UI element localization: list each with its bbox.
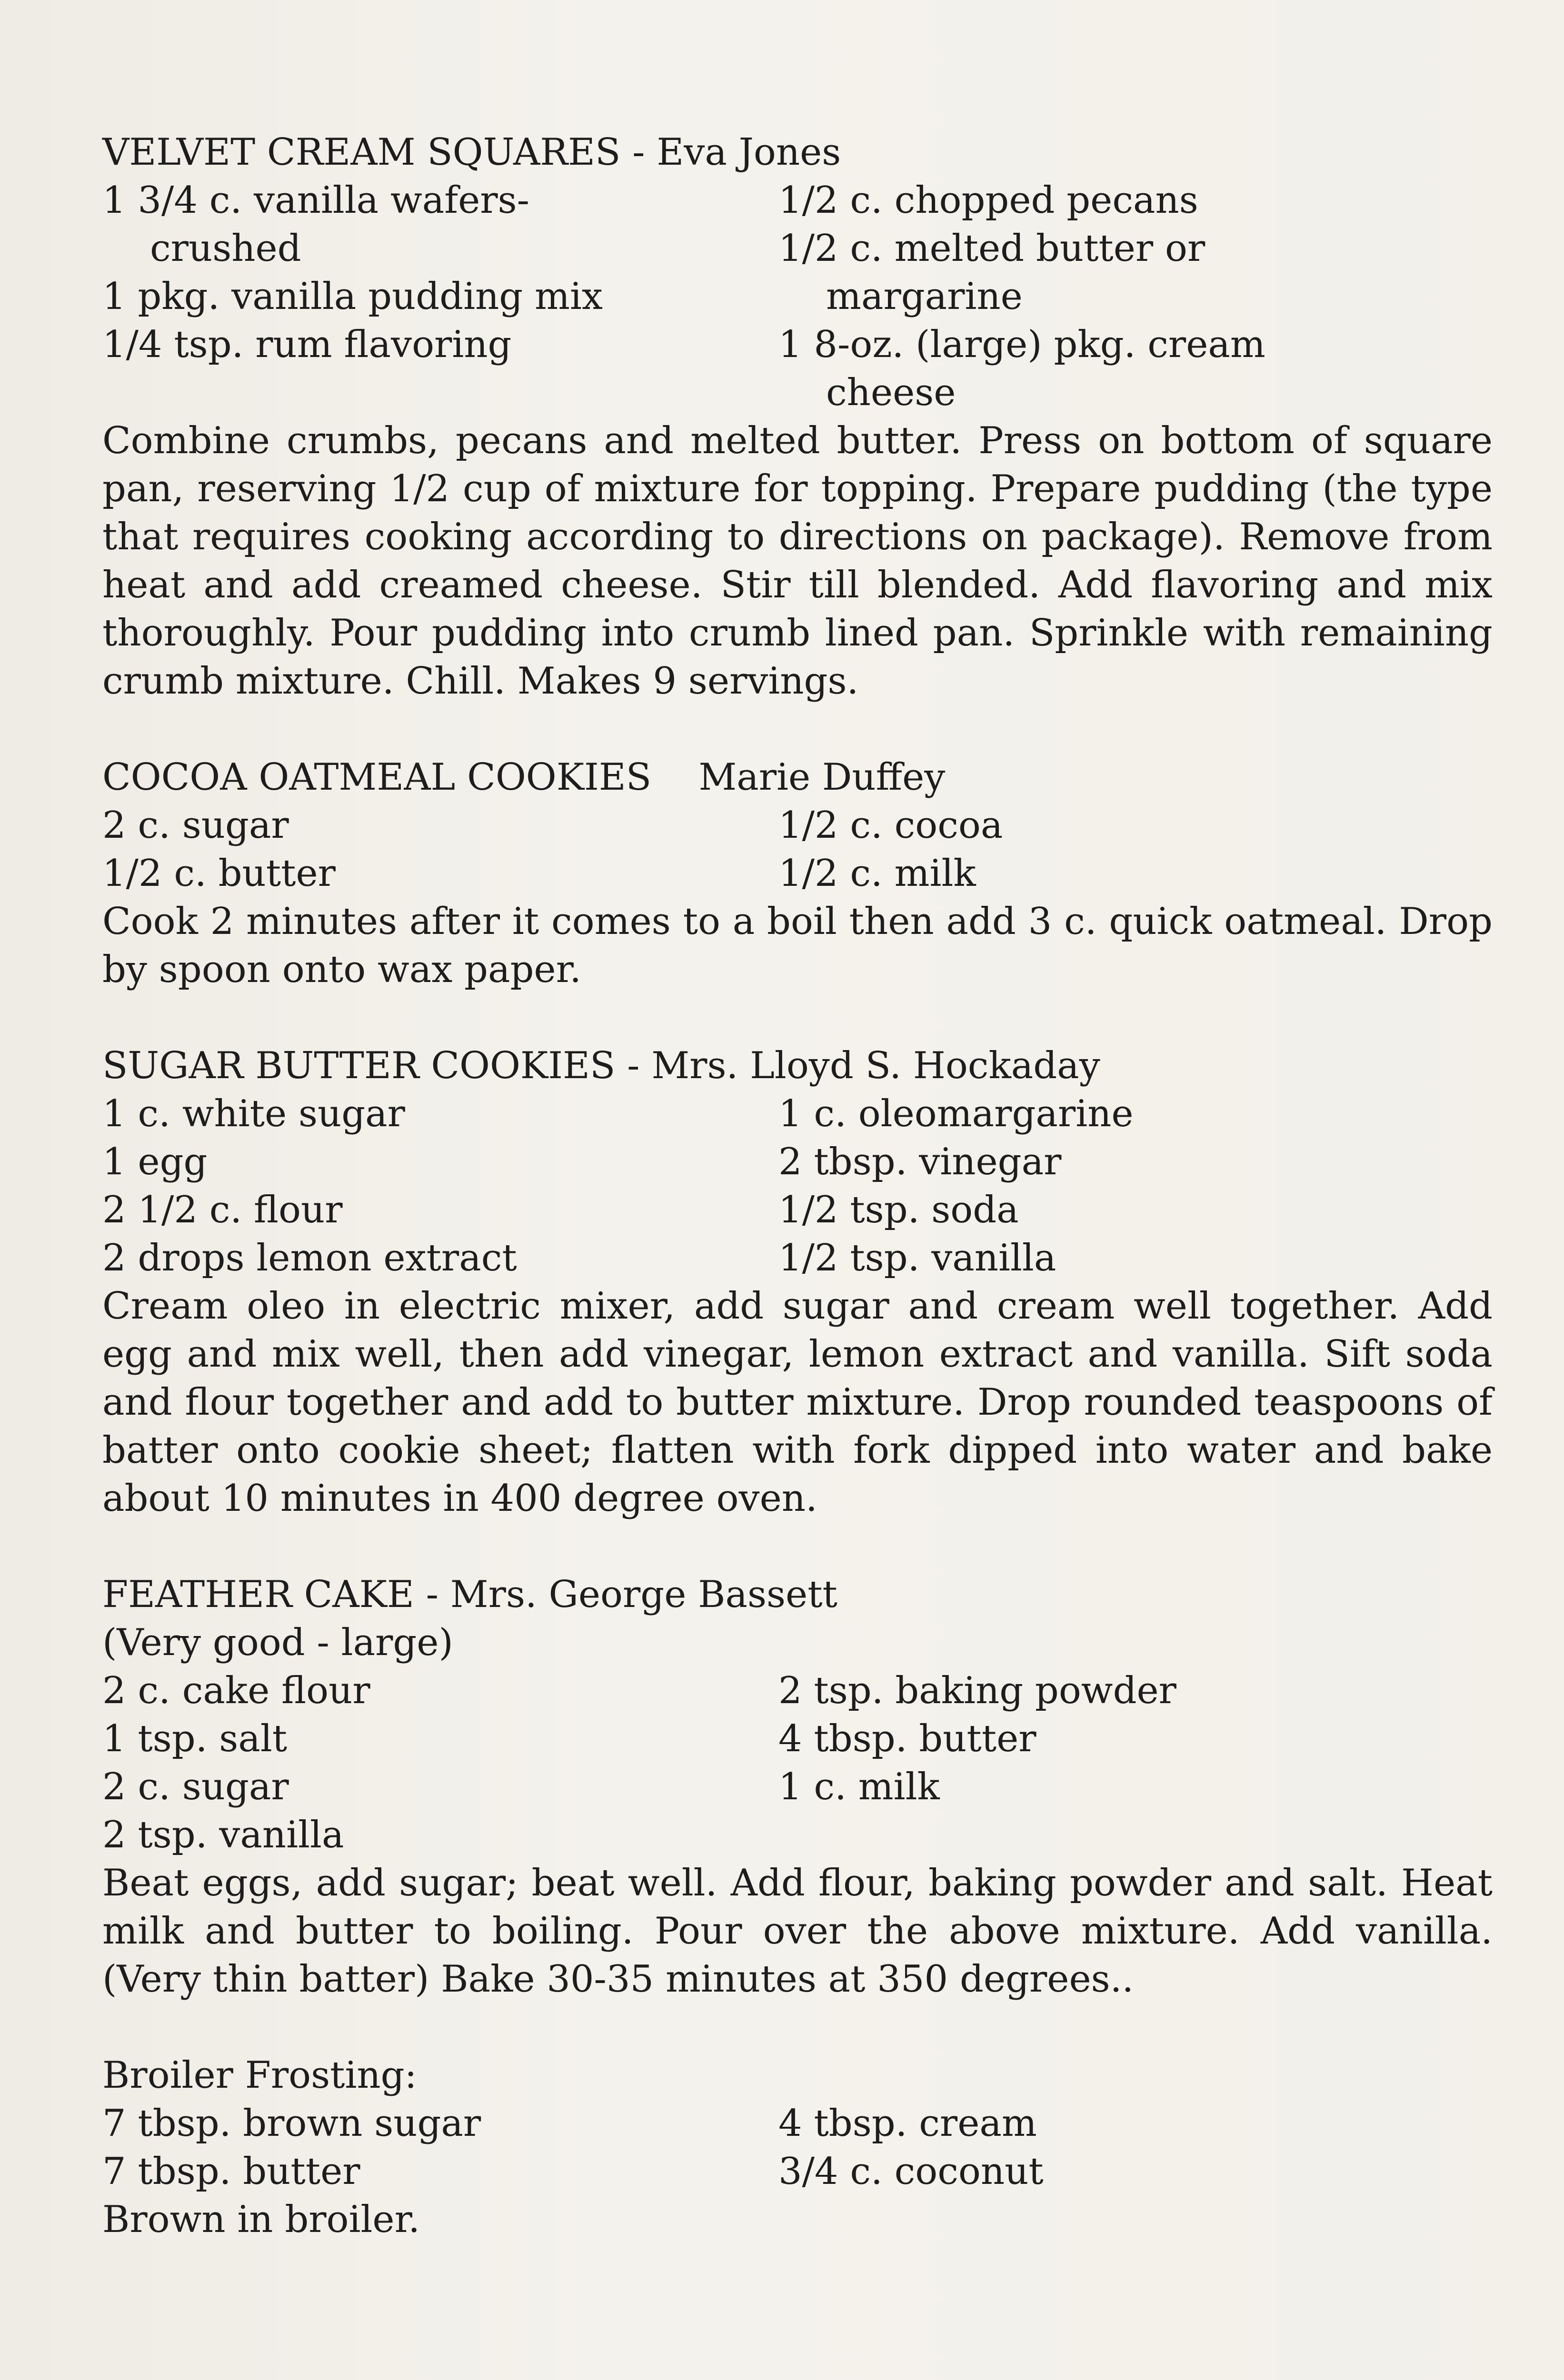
ingredient-right: 1/2 c. cocoa xyxy=(778,804,1003,847)
ingredient-row xyxy=(102,225,1493,273)
ingredient-right: 1/2 tsp. soda xyxy=(778,1189,1019,1231)
ingredient-row xyxy=(102,273,1493,321)
ingredient-right: 1/2 c. melted butter or xyxy=(778,227,1205,270)
ingredient-left xyxy=(102,369,778,417)
ingredient-right xyxy=(778,1811,1493,1859)
recipe-instructions: Combine crumbs, pecans and melted butter. Press on bottom of square pan, reserving 1/2 cup of mixture for topping. Prepare pudding (the type that requires cooking according to directions on package). Remove from heat and add creamed cheese. Stir till blended. Add flavoring and mix thoroughly. Pour pudding into crumb lined pan. Sprinkle with remaining crumb mixture. Chill. Makes 9 servings. xyxy=(102,419,1493,703)
ingredient-left: 2 c. cake flour xyxy=(102,1669,370,1712)
ingredient-row xyxy=(102,177,1493,225)
ingredient-row xyxy=(102,1090,1493,1138)
ingredient-right: 1 c. oleomargarine xyxy=(778,1092,1134,1135)
ingredient-row xyxy=(102,2100,1493,2148)
recipe-title: COCOA OATMEAL COOKIES Marie Duffey xyxy=(102,756,946,799)
recipe-instructions: Cream oleo in electric mixer, add sugar and cream well together. Add egg and mix well, then add vinegar, lemon extract and vanilla. Sift soda and flour together and add to butter mixture. Drop rounded teaspoons of batter onto cookie sheet; flatten with fork dipped into water and bake about 10 minutes in 400 degree oven. xyxy=(102,1285,1493,1520)
ingredient-row xyxy=(102,1811,1493,1859)
ingredient-row xyxy=(102,321,1493,369)
ingredient-left: 1 pkg. vanilla pudding mix xyxy=(102,275,603,318)
ingredient-left: crushed xyxy=(150,227,301,270)
recipe-subtitle: (Very good - large) xyxy=(102,1621,453,1664)
frosting-title: Broiler Frosting: xyxy=(102,2054,417,2097)
ingredient-left: 1 egg xyxy=(102,1140,208,1183)
ingredient-row xyxy=(102,850,1493,898)
ingredient-left: 1/2 c. butter xyxy=(102,852,336,895)
ingredient-left: 2 c. sugar xyxy=(102,1765,289,1808)
recipe-title: VELVET CREAM SQUARES - Eva Jones xyxy=(102,131,841,174)
ingredient-row xyxy=(102,1138,1493,1186)
ingredient-right: 4 tbsp. butter xyxy=(778,1717,1036,1760)
ingredient-row xyxy=(102,1186,1493,1234)
ingredient-left: 2 drops lemon extract xyxy=(102,1237,517,1279)
ingredient-row xyxy=(102,1715,1493,1763)
recipe-instructions: Cook 2 minutes after it comes to a boil then add 3 c. quick oatmeal. Drop by spoon onto wax paper. xyxy=(102,900,1493,991)
ingredient-right: 1/2 tsp. vanilla xyxy=(778,1237,1056,1279)
ingredient-row xyxy=(102,369,1493,417)
ingredient-right: 2 tsp. baking powder xyxy=(778,1669,1176,1712)
ingredient-right: 4 tbsp. cream xyxy=(778,2102,1037,2145)
ingredient-left: 2 tsp. vanilla xyxy=(102,1814,344,1856)
ingredient-left: 2 1/2 c. flour xyxy=(102,1189,343,1231)
ingredient-row xyxy=(102,2148,1493,2196)
ingredient-left: 1 3/4 c. vanilla wafers- xyxy=(102,179,529,222)
recipe-instructions: Beat eggs, add sugar; beat well. Add flour, baking powder and salt. Heat milk and butter to boiling. Pour over the above mixture. Add vanilla. (Very thin batter) Bake 30-35 minutes at 350 degrees.. xyxy=(102,1862,1493,2001)
ingredient-right: 1/2 c. chopped pecans xyxy=(778,179,1198,222)
recipe-velvet-cream-squares xyxy=(102,129,1493,705)
ingredient-right: 3/4 c. coconut xyxy=(778,2150,1044,2193)
ingredient-left: 7 tbsp. brown sugar xyxy=(102,2102,481,2145)
ingredient-row xyxy=(102,1763,1493,1811)
recipe-feather-cake xyxy=(102,1571,1493,2003)
page-content xyxy=(102,129,1493,2244)
recipe-cocoa-oatmeal-cookies xyxy=(102,754,1493,994)
ingredient-left: 2 c. sugar xyxy=(102,804,289,847)
ingredient-left: 1 c. white sugar xyxy=(102,1092,405,1135)
broiler-frosting xyxy=(102,2052,1493,2244)
ingredient-right: margarine xyxy=(826,275,1023,318)
ingredient-right: 1/2 c. milk xyxy=(778,852,976,895)
recipe-title: SUGAR BUTTER COOKIES - Mrs. Lloyd S. Hockaday xyxy=(102,1044,1100,1087)
ingredient-right: cheese xyxy=(826,371,956,414)
recipe-sugar-butter-cookies xyxy=(102,1042,1493,1523)
ingredient-right: 2 tbsp. vinegar xyxy=(778,1140,1062,1183)
ingredient-row xyxy=(102,1234,1493,1282)
ingredient-left: 1/4 tsp. rum flavoring xyxy=(102,323,512,366)
recipe-title: FEATHER CAKE - Mrs. George Bassett xyxy=(102,1573,837,1616)
ingredient-left: 7 tbsp. butter xyxy=(102,2150,360,2193)
ingredient-row xyxy=(102,802,1493,850)
frosting-instructions: Brown in broiler. xyxy=(102,2198,420,2241)
ingredient-right: 1 8-oz. (large) pkg. cream xyxy=(778,323,1265,366)
ingredient-row xyxy=(102,1667,1493,1715)
ingredient-left: 1 tsp. salt xyxy=(102,1717,288,1760)
ingredient-right: 1 c. milk xyxy=(778,1765,940,1808)
